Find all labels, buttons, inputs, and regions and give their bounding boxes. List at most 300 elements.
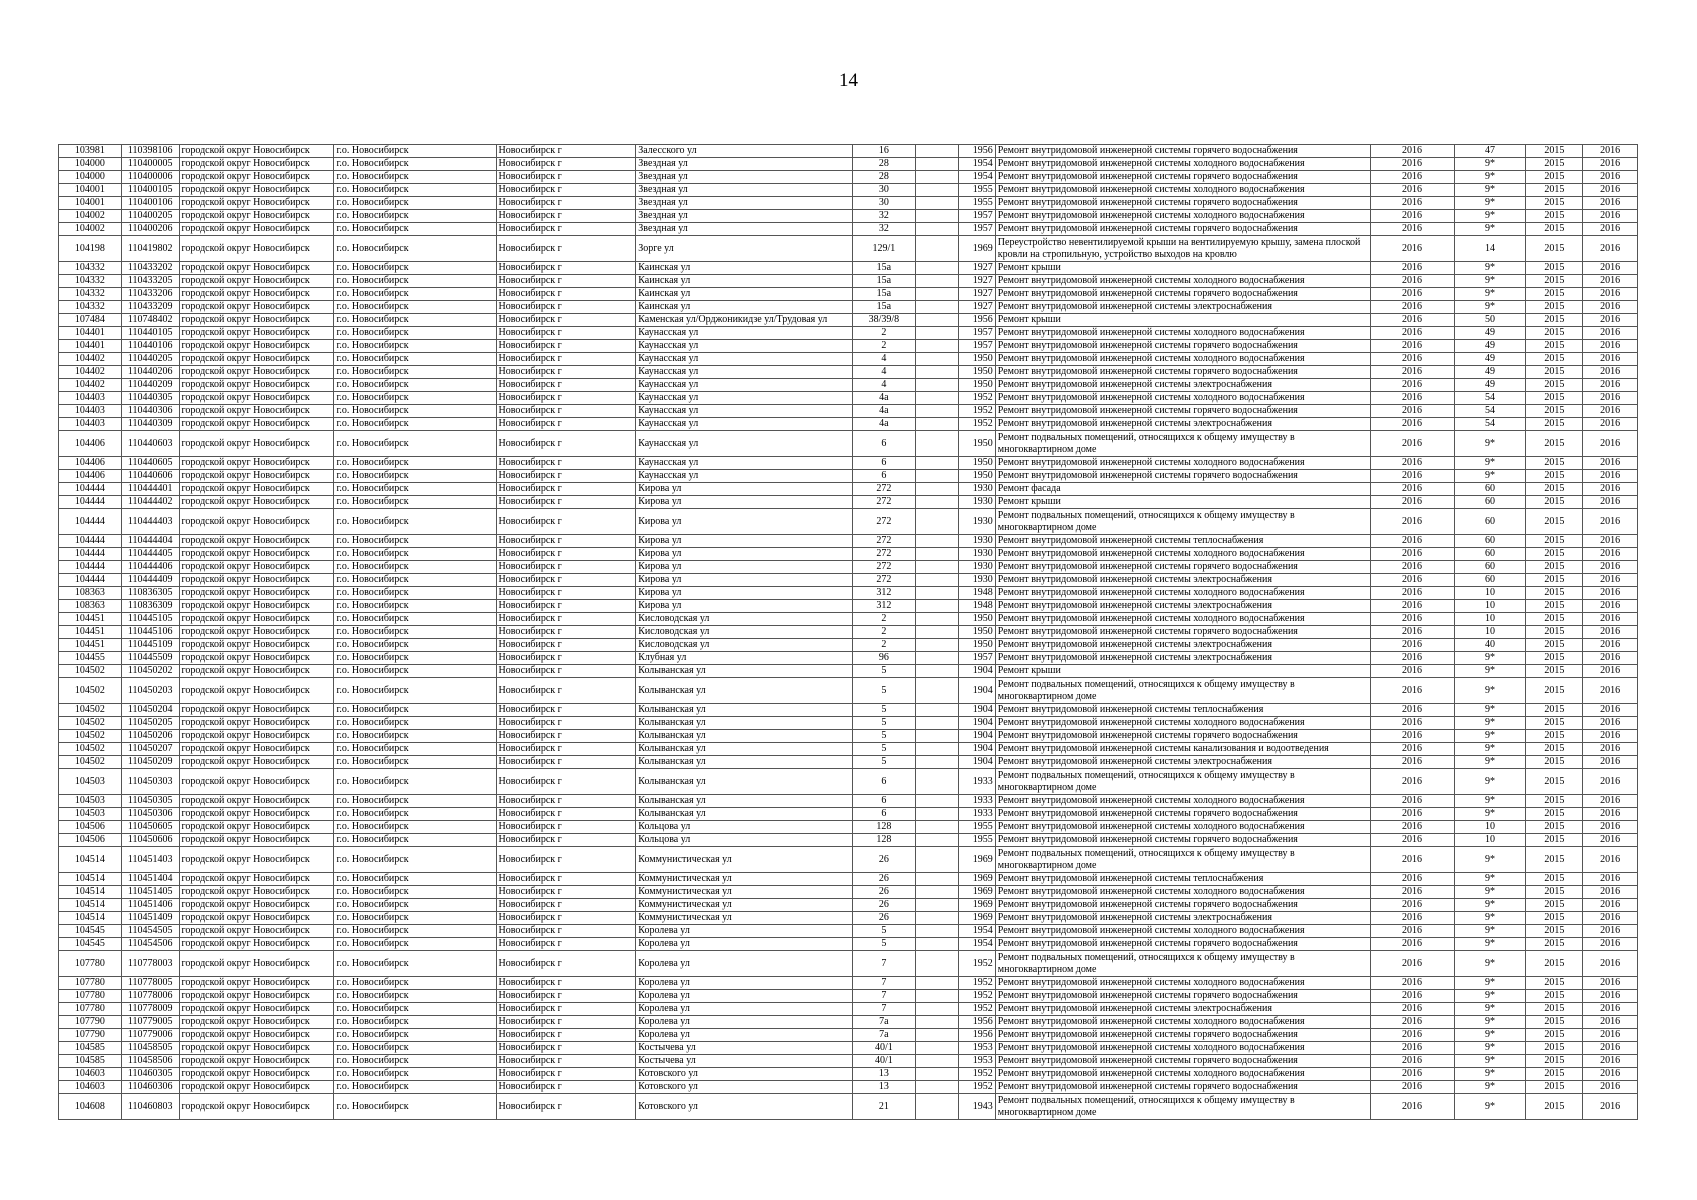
cell-end-year: 2016 — [1583, 626, 1638, 639]
cell-work-type: Ремонт внутридомовой инженерной системы горячего водоснабжения — [995, 730, 1370, 743]
cell-house-number: 26 — [853, 912, 916, 925]
cell-plan-year: 2016 — [1370, 457, 1454, 470]
cell-building — [915, 756, 959, 769]
cell-end-year: 2016 — [1583, 1094, 1638, 1120]
cell-work-id: 110440603 — [121, 431, 179, 457]
table-row — [59, 1068, 1638, 1081]
cell-building — [915, 210, 959, 223]
cell-district: городской округ Новосибирск — [179, 457, 334, 470]
cell-house-id: 104332 — [59, 275, 122, 288]
cell-building — [915, 171, 959, 184]
cell-street: Котовского ул — [636, 1094, 853, 1120]
cell-settlement: г.о. Новосибирск — [334, 574, 496, 587]
table-row — [59, 886, 1638, 899]
cell-building — [915, 366, 959, 379]
cell-district: городской округ Новосибирск — [179, 184, 334, 197]
cell-build-year: 1957 — [959, 652, 995, 665]
cell-building — [915, 1042, 959, 1055]
cell-plan-year: 2016 — [1370, 1003, 1454, 1016]
cell-house-id: 104002 — [59, 210, 122, 223]
cell-start-year: 2015 — [1526, 613, 1583, 626]
cell-city: Новосибирск г — [496, 574, 636, 587]
cell-plan-year: 2016 — [1370, 990, 1454, 1003]
cell-building — [915, 314, 959, 327]
cell-district: городской округ Новосибирск — [179, 483, 334, 496]
cell-settlement: г.о. Новосибирск — [334, 379, 496, 392]
cell-house-number: 15а — [853, 301, 916, 314]
cell-house-id: 104406 — [59, 431, 122, 457]
cell-start-year: 2015 — [1526, 873, 1583, 886]
cell-work-id: 110450209 — [121, 756, 179, 769]
table-row — [59, 730, 1638, 743]
table-row — [59, 262, 1638, 275]
cell-house-id: 104001 — [59, 197, 122, 210]
table-row — [59, 405, 1638, 418]
cell-house-id: 104514 — [59, 912, 122, 925]
cell-district: городской округ Новосибирск — [179, 743, 334, 756]
cell-settlement: г.о. Новосибирск — [334, 210, 496, 223]
cell-city: Новосибирск г — [496, 717, 636, 730]
cell-start-year: 2015 — [1526, 535, 1583, 548]
cell-house-number: 272 — [853, 483, 916, 496]
cell-work-id: 110450203 — [121, 678, 179, 704]
cell-work-type: Ремонт внутридомовой инженерной системы теплоснабжения — [995, 873, 1370, 886]
cell-build-year: 1956 — [959, 1029, 995, 1042]
cell-building — [915, 925, 959, 938]
cell-end-year: 2016 — [1583, 262, 1638, 275]
cell-house-id: 104444 — [59, 535, 122, 548]
cell-build-year: 1930 — [959, 483, 995, 496]
cell-work-id: 110458505 — [121, 1042, 179, 1055]
cell-settlement: г.о. Новосибирск — [334, 678, 496, 704]
cell-work-type: Ремонт подвальных помещений, относящихся к общему имуществу в многоквартирном доме — [995, 509, 1370, 535]
cell-district: городской округ Новосибирск — [179, 886, 334, 899]
cell-district: городской округ Новосибирск — [179, 912, 334, 925]
cell-house-number: 40/1 — [853, 1042, 916, 1055]
cell-settlement: г.о. Новосибирск — [334, 821, 496, 834]
cell-plan-year: 2016 — [1370, 431, 1454, 457]
cell-street: Кирова ул — [636, 574, 853, 587]
cell-end-year: 2016 — [1583, 704, 1638, 717]
cell-house-number: 40/1 — [853, 1055, 916, 1068]
cell-house-number: 4а — [853, 392, 916, 405]
cell-district: городской округ Новосибирск — [179, 951, 334, 977]
cell-work-id: 110445105 — [121, 613, 179, 626]
cell-start-year: 2015 — [1526, 977, 1583, 990]
cell-start-year: 2015 — [1526, 171, 1583, 184]
cell-house-id: 104502 — [59, 665, 122, 678]
cell-city: Новосибирск г — [496, 1042, 636, 1055]
cell-house-number: 6 — [853, 470, 916, 483]
cell-wear: 9* — [1454, 1042, 1526, 1055]
cell-build-year: 1955 — [959, 197, 995, 210]
cell-work-type: Ремонт внутридомовой инженерной системы холодного водоснабжения — [995, 977, 1370, 990]
cell-settlement: г.о. Новосибирск — [334, 912, 496, 925]
cell-end-year: 2016 — [1583, 561, 1638, 574]
cell-district: городской округ Новосибирск — [179, 1042, 334, 1055]
cell-build-year: 1930 — [959, 509, 995, 535]
cell-city: Новосибирск г — [496, 327, 636, 340]
cell-build-year: 1930 — [959, 535, 995, 548]
cell-wear: 10 — [1454, 587, 1526, 600]
cell-building — [915, 145, 959, 158]
cell-settlement: г.о. Новосибирск — [334, 873, 496, 886]
cell-build-year: 1969 — [959, 912, 995, 925]
cell-settlement: г.о. Новосибирск — [334, 431, 496, 457]
cell-street: Коммунистическая ул — [636, 886, 853, 899]
cell-district: городской округ Новосибирск — [179, 171, 334, 184]
cell-wear: 9* — [1454, 210, 1526, 223]
cell-house-id: 104545 — [59, 938, 122, 951]
cell-settlement: г.о. Новосибирск — [334, 808, 496, 821]
cell-work-type: Ремонт внутридомовой инженерной системы электроснабжения — [995, 600, 1370, 613]
cell-settlement: г.о. Новосибирск — [334, 262, 496, 275]
cell-street: Каунасская ул — [636, 418, 853, 431]
cell-plan-year: 2016 — [1370, 847, 1454, 873]
cell-wear: 9* — [1454, 730, 1526, 743]
cell-plan-year: 2016 — [1370, 639, 1454, 652]
cell-wear: 9* — [1454, 171, 1526, 184]
cell-settlement: г.о. Новосибирск — [334, 223, 496, 236]
table-row — [59, 340, 1638, 353]
cell-work-id: 110779005 — [121, 1016, 179, 1029]
cell-house-id: 104401 — [59, 340, 122, 353]
cell-plan-year: 2016 — [1370, 808, 1454, 821]
cell-work-type: Ремонт внутридомовой инженерной системы холодного водоснабжения — [995, 925, 1370, 938]
table-row — [59, 1055, 1638, 1068]
cell-wear: 9* — [1454, 1003, 1526, 1016]
cell-work-id: 110450303 — [121, 769, 179, 795]
cell-settlement: г.о. Новосибирск — [334, 470, 496, 483]
cell-street: Звездная ул — [636, 171, 853, 184]
cell-house-number: 272 — [853, 535, 916, 548]
cell-settlement: г.о. Новосибирск — [334, 652, 496, 665]
table-row — [59, 600, 1638, 613]
cell-building — [915, 873, 959, 886]
cell-work-id: 110444402 — [121, 496, 179, 509]
cell-house-id: 107780 — [59, 977, 122, 990]
cell-house-number: 4 — [853, 353, 916, 366]
cell-district: городской округ Новосибирск — [179, 652, 334, 665]
cell-build-year: 1927 — [959, 262, 995, 275]
cell-street: Звездная ул — [636, 210, 853, 223]
cell-wear: 9* — [1454, 301, 1526, 314]
cell-wear: 14 — [1454, 236, 1526, 262]
cell-street: Каунасская ул — [636, 379, 853, 392]
cell-start-year: 2015 — [1526, 548, 1583, 561]
table-row — [59, 184, 1638, 197]
cell-work-type: Ремонт внутридомовой инженерной системы горячего водоснабжения — [995, 1081, 1370, 1094]
cell-work-id: 110778009 — [121, 1003, 179, 1016]
cell-settlement: г.о. Новосибирск — [334, 1068, 496, 1081]
cell-work-type: Ремонт внутридомовой инженерной системы электроснабжения — [995, 756, 1370, 769]
cell-end-year: 2016 — [1583, 730, 1638, 743]
table-row — [59, 847, 1638, 873]
cell-end-year: 2016 — [1583, 210, 1638, 223]
cell-start-year: 2015 — [1526, 288, 1583, 301]
cell-building — [915, 457, 959, 470]
cell-start-year: 2015 — [1526, 236, 1583, 262]
cell-city: Новосибирск г — [496, 769, 636, 795]
cell-work-type: Ремонт внутридомовой инженерной системы горячего водоснабжения — [995, 145, 1370, 158]
cell-start-year: 2015 — [1526, 327, 1583, 340]
cell-city: Новосибирск г — [496, 587, 636, 600]
cell-house-number: 272 — [853, 509, 916, 535]
cell-settlement: г.о. Новосибирск — [334, 1029, 496, 1042]
cell-work-type: Ремонт внутридомовой инженерной системы горячего водоснабжения — [995, 938, 1370, 951]
table-row — [59, 548, 1638, 561]
cell-end-year: 2016 — [1583, 808, 1638, 821]
cell-wear: 40 — [1454, 639, 1526, 652]
cell-work-type: Ремонт внутридомовой инженерной системы холодного водоснабжения — [995, 392, 1370, 405]
cell-district: городской округ Новосибирск — [179, 821, 334, 834]
table-row — [59, 873, 1638, 886]
cell-work-type: Ремонт внутридомовой инженерной системы холодного водоснабжения — [995, 886, 1370, 899]
cell-work-id: 110450207 — [121, 743, 179, 756]
cell-house-id: 104502 — [59, 756, 122, 769]
table-row — [59, 197, 1638, 210]
cell-work-id: 110440206 — [121, 366, 179, 379]
cell-build-year: 1952 — [959, 951, 995, 977]
cell-house-id: 104444 — [59, 509, 122, 535]
cell-start-year: 2015 — [1526, 509, 1583, 535]
cell-street: Колыванская ул — [636, 756, 853, 769]
cell-work-id: 110748402 — [121, 314, 179, 327]
cell-wear: 9* — [1454, 756, 1526, 769]
cell-wear: 9* — [1454, 1068, 1526, 1081]
cell-city: Новосибирск г — [496, 210, 636, 223]
cell-work-id: 110400006 — [121, 171, 179, 184]
cell-settlement: г.о. Новосибирск — [334, 600, 496, 613]
cell-house-id: 104514 — [59, 847, 122, 873]
table-row — [59, 509, 1638, 535]
cell-city: Новосибирск г — [496, 847, 636, 873]
cell-end-year: 2016 — [1583, 288, 1638, 301]
cell-end-year: 2016 — [1583, 574, 1638, 587]
cell-build-year: 1904 — [959, 717, 995, 730]
cell-district: городской округ Новосибирск — [179, 431, 334, 457]
cell-district: городской округ Новосибирск — [179, 1029, 334, 1042]
cell-work-type: Ремонт внутридомовой инженерной системы горячего водоснабжения — [995, 808, 1370, 821]
cell-building — [915, 717, 959, 730]
cell-wear: 10 — [1454, 626, 1526, 639]
cell-city: Новосибирск г — [496, 977, 636, 990]
cell-start-year: 2015 — [1526, 470, 1583, 483]
cell-plan-year: 2016 — [1370, 899, 1454, 912]
cell-city: Новосибирск г — [496, 509, 636, 535]
cell-work-id: 110440606 — [121, 470, 179, 483]
cell-settlement: г.о. Новосибирск — [334, 847, 496, 873]
cell-build-year: 1969 — [959, 886, 995, 899]
cell-house-id: 104000 — [59, 171, 122, 184]
cell-work-id: 110450306 — [121, 808, 179, 821]
cell-plan-year: 2016 — [1370, 834, 1454, 847]
cell-start-year: 2015 — [1526, 1042, 1583, 1055]
cell-plan-year: 2016 — [1370, 652, 1454, 665]
cell-house-number: 30 — [853, 184, 916, 197]
cell-build-year: 1933 — [959, 795, 995, 808]
cell-house-id: 104503 — [59, 769, 122, 795]
cell-plan-year: 2016 — [1370, 223, 1454, 236]
cell-house-number: 272 — [853, 574, 916, 587]
cell-city: Новосибирск г — [496, 145, 636, 158]
cell-build-year: 1950 — [959, 626, 995, 639]
cell-build-year: 1952 — [959, 1003, 995, 1016]
cell-end-year: 2016 — [1583, 392, 1638, 405]
cell-build-year: 1954 — [959, 171, 995, 184]
table-row — [59, 1094, 1638, 1120]
cell-house-number: 15а — [853, 262, 916, 275]
cell-house-number: 13 — [853, 1068, 916, 1081]
cell-district: городской округ Новосибирск — [179, 613, 334, 626]
cell-start-year: 2015 — [1526, 483, 1583, 496]
cell-street: Каунасская ул — [636, 353, 853, 366]
cell-settlement: г.о. Новосибирск — [334, 418, 496, 431]
cell-build-year: 1969 — [959, 873, 995, 886]
cell-house-number: 7 — [853, 977, 916, 990]
cell-house-id: 104503 — [59, 808, 122, 821]
cell-city: Новосибирск г — [496, 873, 636, 886]
cell-settlement: г.о. Новосибирск — [334, 158, 496, 171]
cell-house-number: 4а — [853, 405, 916, 418]
cell-build-year: 1952 — [959, 418, 995, 431]
cell-city: Новосибирск г — [496, 639, 636, 652]
cell-city: Новосибирск г — [496, 197, 636, 210]
cell-street: Колыванская ул — [636, 717, 853, 730]
cell-house-number: 6 — [853, 431, 916, 457]
cell-work-id: 110444403 — [121, 509, 179, 535]
cell-building — [915, 1068, 959, 1081]
cell-wear: 9* — [1454, 808, 1526, 821]
cell-house-number: 7а — [853, 1016, 916, 1029]
cell-build-year: 1950 — [959, 470, 995, 483]
cell-district: городской округ Новосибирск — [179, 366, 334, 379]
cell-end-year: 2016 — [1583, 457, 1638, 470]
cell-wear: 49 — [1454, 340, 1526, 353]
cell-street: Кисловодская ул — [636, 626, 853, 639]
cell-street: Звездная ул — [636, 223, 853, 236]
cell-start-year: 2015 — [1526, 626, 1583, 639]
cell-district: городской округ Новосибирск — [179, 925, 334, 938]
table-row — [59, 665, 1638, 678]
cell-city: Новосибирск г — [496, 275, 636, 288]
cell-street: Каунасская ул — [636, 405, 853, 418]
cell-city: Новосибирск г — [496, 808, 636, 821]
cell-start-year: 2015 — [1526, 834, 1583, 847]
cell-house-number: 28 — [853, 171, 916, 184]
cell-end-year: 2016 — [1583, 951, 1638, 977]
cell-house-id: 104603 — [59, 1081, 122, 1094]
cell-build-year: 1933 — [959, 769, 995, 795]
table-row — [59, 769, 1638, 795]
cell-wear: 9* — [1454, 847, 1526, 873]
cell-street: Залесского ул — [636, 145, 853, 158]
cell-plan-year: 2016 — [1370, 938, 1454, 951]
cell-street: Королева ул — [636, 1029, 853, 1042]
cell-street: Королева ул — [636, 1016, 853, 1029]
table-row — [59, 951, 1638, 977]
cell-wear: 9* — [1454, 1081, 1526, 1094]
cell-plan-year: 2016 — [1370, 795, 1454, 808]
cell-house-id: 104403 — [59, 392, 122, 405]
cell-house-number: 2 — [853, 327, 916, 340]
cell-settlement: г.о. Новосибирск — [334, 171, 496, 184]
cell-start-year: 2015 — [1526, 678, 1583, 704]
cell-building — [915, 379, 959, 392]
cell-street: Королева ул — [636, 951, 853, 977]
cell-start-year: 2015 — [1526, 353, 1583, 366]
cell-house-number: 272 — [853, 561, 916, 574]
cell-street: Костычева ул — [636, 1042, 853, 1055]
cell-plan-year: 2016 — [1370, 1029, 1454, 1042]
table-row — [59, 353, 1638, 366]
cell-work-type: Ремонт внутридомовой инженерной системы холодного водоснабжения — [995, 1016, 1370, 1029]
table-row — [59, 535, 1638, 548]
cell-building — [915, 678, 959, 704]
cell-settlement: г.о. Новосибирск — [334, 639, 496, 652]
cell-house-number: 28 — [853, 158, 916, 171]
cell-work-id: 110778003 — [121, 951, 179, 977]
cell-work-type: Ремонт внутридомовой инженерной системы холодного водоснабжения — [995, 275, 1370, 288]
cell-settlement: г.о. Новосибирск — [334, 756, 496, 769]
cell-building — [915, 548, 959, 561]
cell-house-id: 104506 — [59, 834, 122, 847]
cell-work-id: 110400005 — [121, 158, 179, 171]
cell-city: Новосибирск г — [496, 392, 636, 405]
cell-end-year: 2016 — [1583, 743, 1638, 756]
cell-build-year: 1969 — [959, 236, 995, 262]
cell-end-year: 2016 — [1583, 1068, 1638, 1081]
cell-end-year: 2016 — [1583, 327, 1638, 340]
cell-district: городской округ Новосибирск — [179, 678, 334, 704]
cell-district: городской округ Новосибирск — [179, 730, 334, 743]
cell-city: Новосибирск г — [496, 288, 636, 301]
cell-end-year: 2016 — [1583, 171, 1638, 184]
cell-build-year: 1956 — [959, 145, 995, 158]
cell-building — [915, 808, 959, 821]
cell-house-id: 104000 — [59, 158, 122, 171]
cell-settlement: г.о. Новосибирск — [334, 1003, 496, 1016]
cell-start-year: 2015 — [1526, 158, 1583, 171]
cell-start-year: 2015 — [1526, 1029, 1583, 1042]
cell-building — [915, 639, 959, 652]
cell-house-id: 104502 — [59, 730, 122, 743]
cell-work-type: Ремонт внутридомовой инженерной системы горячего водоснабжения — [995, 470, 1370, 483]
cell-street: Каинская ул — [636, 262, 853, 275]
cell-building — [915, 392, 959, 405]
table-row — [59, 834, 1638, 847]
cell-district: городской округ Новосибирск — [179, 288, 334, 301]
cell-street: Каунасская ул — [636, 470, 853, 483]
cell-plan-year: 2016 — [1370, 145, 1454, 158]
cell-city: Новосибирск г — [496, 730, 636, 743]
cell-start-year: 2015 — [1526, 808, 1583, 821]
cell-wear: 60 — [1454, 496, 1526, 509]
cell-build-year: 1952 — [959, 977, 995, 990]
cell-end-year: 2016 — [1583, 496, 1638, 509]
cell-work-id: 110450305 — [121, 795, 179, 808]
cell-end-year: 2016 — [1583, 795, 1638, 808]
cell-end-year: 2016 — [1583, 652, 1638, 665]
cell-end-year: 2016 — [1583, 912, 1638, 925]
cell-start-year: 2015 — [1526, 951, 1583, 977]
cell-district: городской округ Новосибирск — [179, 548, 334, 561]
cell-plan-year: 2016 — [1370, 288, 1454, 301]
cell-work-id: 110440306 — [121, 405, 179, 418]
cell-end-year: 2016 — [1583, 340, 1638, 353]
cell-city: Новосибирск г — [496, 171, 636, 184]
table-row — [59, 379, 1638, 392]
